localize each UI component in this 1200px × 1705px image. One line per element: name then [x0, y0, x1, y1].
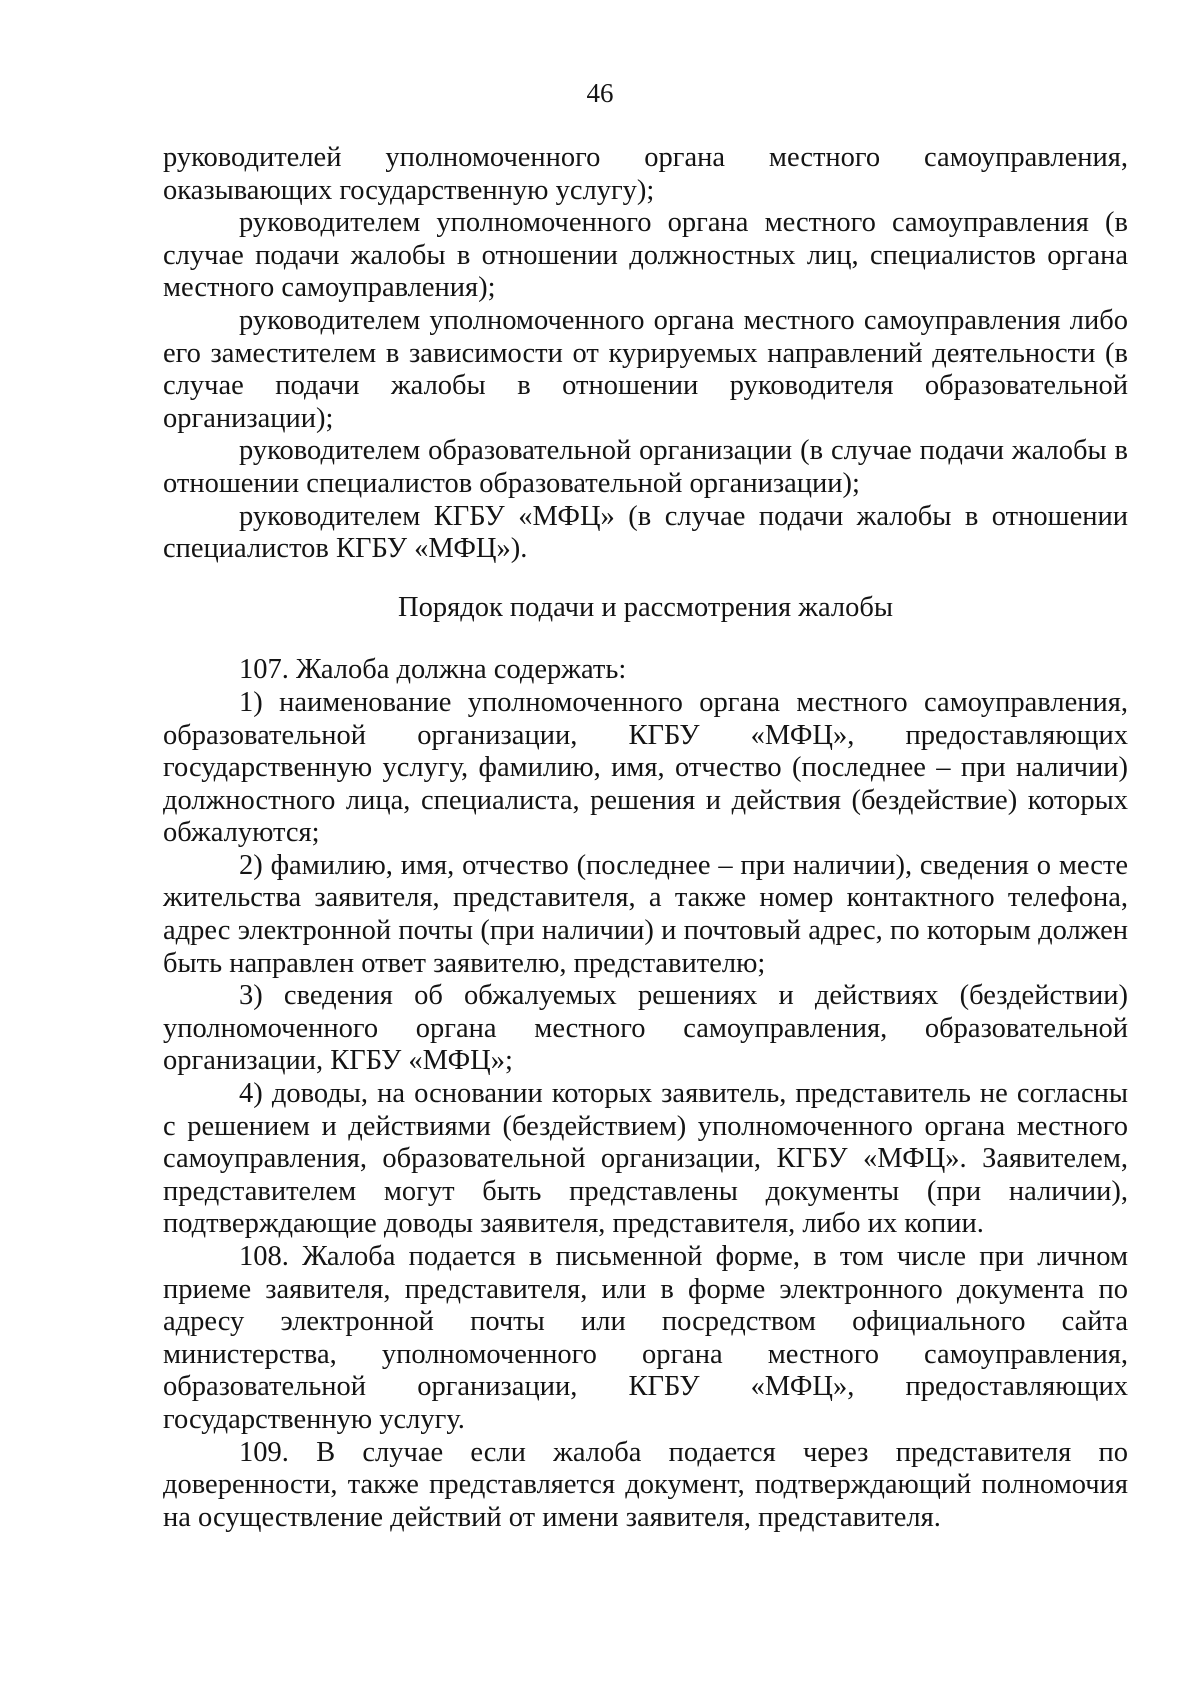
paragraph: руководителем уполномоченного органа местного самоуправления (в случае подачи жалобы в отношении должностных лиц, специалистов органа местного самоуправления); [163, 207, 1128, 304]
paragraph: 4) доводы, на основании которых заявитель, представитель не согласны с решением и действиями (бездействием) уполномоченного органа местного самоуправления, образовательной организации, КГБУ «МФЦ». Заявителем, представителем могут быть представлены документы (при наличии), подтверждающие доводы заявителя, представителя, либо их копии. [163, 1078, 1128, 1240]
paragraph: 1) наименование уполномоченного органа местного самоуправления, образовательной организации, КГБУ «МФЦ», предоставляющих государственную услугу, фамилию, имя, отчество (последнее – при наличии) должностного лица, специалиста, решения и действия (бездействие) которых обжалуются; [163, 686, 1128, 849]
paragraph: 3) сведения об обжалуемых решениях и действиях (бездействии) уполномоченного органа местного самоуправления, образовательной организации, КГБУ «МФЦ»; [163, 980, 1128, 1077]
section-heading: Порядок подачи и рассмотрения жалобы [398, 591, 893, 623]
paragraph: руководителем КГБУ «МФЦ» (в случае подачи жалобы в отношении специалистов КГБУ «МФЦ»). [163, 500, 1128, 565]
paragraph: 107. Жалоба должна содержать: [239, 654, 627, 686]
paragraph: 109. В случае если жалоба подается через представителя по доверенности, также представляется документ, подтверждающий полномочия на осуществление действий от имени заявителя, представителя. [163, 1436, 1128, 1533]
paragraph: руководителем уполномоченного органа местного самоуправления либо его заместителем в зависимости от курируемых направлений деятельности (в случае подачи жалобы в отношении руководителя образовательной организации); [163, 304, 1128, 434]
page-number: 46 [586, 78, 614, 108]
paragraph: 2) фамилию, имя, отчество (последнее – при наличии), сведения о месте жительства заявителя, представителя, а также номер контактного телефона, адрес электронной почты (при наличии) и почтовый адрес, по которым должен быть направлен ответ заявителю, представителю; [163, 849, 1128, 979]
paragraph: руководителей уполномоченного органа местного самоуправления, оказывающих государственную услугу); [163, 142, 1128, 206]
paragraph: 108. Жалоба подается в письменной форме, в том числе при личном приеме заявителя, представителя, или в форме электронного документа по адресу электронной почты или посредством официального сайта министерства, уполномоченного органа местного самоуправления, образовательной организации, КГБУ «МФЦ», предоставляющих государственную услугу. [163, 1241, 1128, 1435]
paragraph: руководителем образовательной организации (в случае подачи жалобы в отношении специалистов образовательной организации); [163, 435, 1128, 499]
document-body [163, 142, 1128, 1534]
